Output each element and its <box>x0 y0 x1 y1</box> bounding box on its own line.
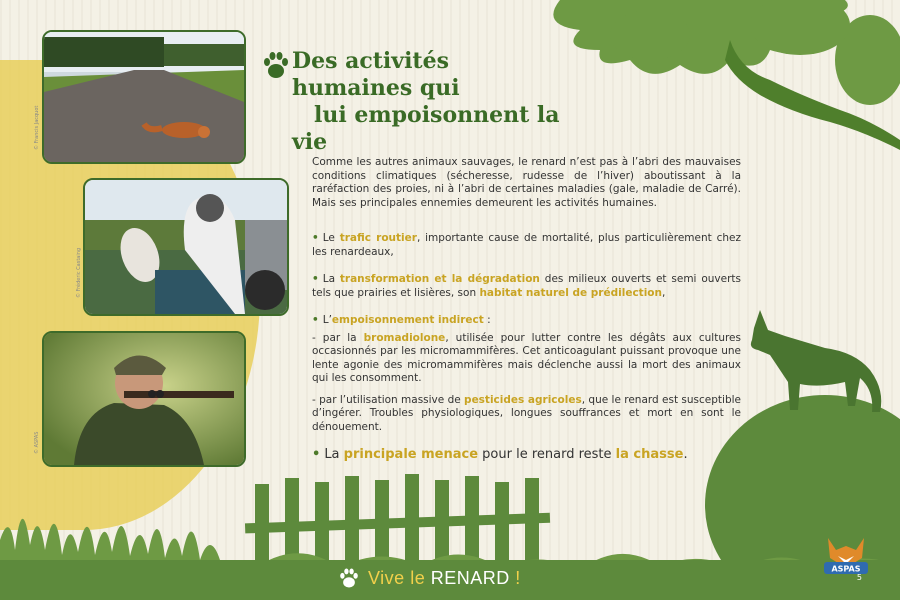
aspas-logo <box>822 534 870 576</box>
paw-icon <box>338 567 360 589</box>
footer <box>338 567 521 589</box>
bullet3-highlight: empoisonnement indirect <box>331 314 484 326</box>
bullet2-pre: La <box>322 273 340 285</box>
poison-bromadiolone <box>312 332 741 386</box>
poison1-post: , utilisée pour lutter contre les dégâts aux cultures occasionnés par les micromammifères. Cet anticoagulant puissant provoque une lente agonie des micromammifères mais déclenche aussi la mort des animaux qui les consomment. <box>312 331 741 384</box>
page-number: 5 <box>856 573 862 582</box>
bullet1-highlight: trafic routier <box>339 232 417 244</box>
final-highlight: principale menace <box>343 447 479 462</box>
bullet-poison <box>312 314 741 328</box>
bullet-habitat <box>312 273 741 300</box>
photo2-credit: © Fréderic Castaing <box>76 247 82 298</box>
intro-paragraph: Comme les autres animaux sauvages, le renard n’est pas à l’abri des mauvaises conditions climatiques (sécheresse, rudesse de l’hiver) aboutissant à la raréfaction des proies, ni à l’abri de certaines maladies (gale, maladie de Carré). Mais ses principales ennemies demeurent les activités humaines. <box>312 156 741 209</box>
hunter-photo-illustration <box>44 333 244 465</box>
photo-pesticide-worker <box>83 178 289 316</box>
final-mid: pour le renard reste <box>478 447 616 462</box>
final-pre: La <box>324 447 344 462</box>
footer-renard: RENARD <box>430 567 510 588</box>
bullet2-mid: des milieux ouverts et semi ouverts tels que prairies et lisières, son <box>312 273 741 299</box>
final-statement <box>312 446 741 463</box>
bullet2-highlight: transformation et la dégradation <box>339 273 540 285</box>
bullet1-pre: Le <box>322 232 340 244</box>
footer-slogan <box>368 568 521 589</box>
page-title <box>262 48 562 156</box>
poison1-highlight: bromadiolone <box>363 331 446 344</box>
title-line-2: lui empoisonnent la vie <box>292 102 560 155</box>
photo1-credit: © Francis Jacquot <box>34 105 40 150</box>
footer-excl: ! <box>515 567 521 588</box>
bullet2-highlight2: habitat naturel de prédilection <box>479 286 662 299</box>
bullet3-post: : <box>483 314 491 326</box>
bullet-trafic <box>312 232 741 259</box>
poison-pesticides <box>312 394 741 435</box>
photo-hunter <box>42 331 246 467</box>
bullet-marker: • <box>312 314 319 326</box>
photo3-credit: © ASPAS <box>34 431 40 454</box>
logo-text: ASPAS <box>831 564 861 574</box>
poison2-post: , que le renard est susceptible d’ingérer. Troubles physiologiques, longues souffrances et mort en sont le dénouement. <box>312 393 741 433</box>
final-highlight2: la chasse <box>615 447 684 462</box>
bullet1-post: , importante cause de mortalité, plus particulièrement chez les renardeaux, <box>312 232 742 258</box>
bullet-marker: • <box>312 232 319 244</box>
road-photo-illustration <box>44 32 244 162</box>
pesticide-photo-illustration <box>85 180 287 314</box>
final-post: . <box>683 447 688 462</box>
bullet-marker: • <box>312 447 321 462</box>
bullet3-pre: L’ <box>322 314 332 326</box>
paw-icon <box>262 50 290 80</box>
title-line-1: Des activités humaines qui <box>292 48 460 101</box>
bullet2-post: , <box>661 286 666 299</box>
title-block <box>262 48 562 156</box>
photo-fox-road <box>42 30 246 164</box>
poison2-highlight: pesticides agricoles <box>464 393 582 406</box>
bullet-marker: • <box>312 273 319 285</box>
main-text <box>312 156 741 471</box>
poison1-pre: - par la <box>312 331 364 344</box>
footer-vive: Vive le <box>368 567 426 588</box>
poison2-pre: - par l’utilisation massive de <box>312 393 465 406</box>
